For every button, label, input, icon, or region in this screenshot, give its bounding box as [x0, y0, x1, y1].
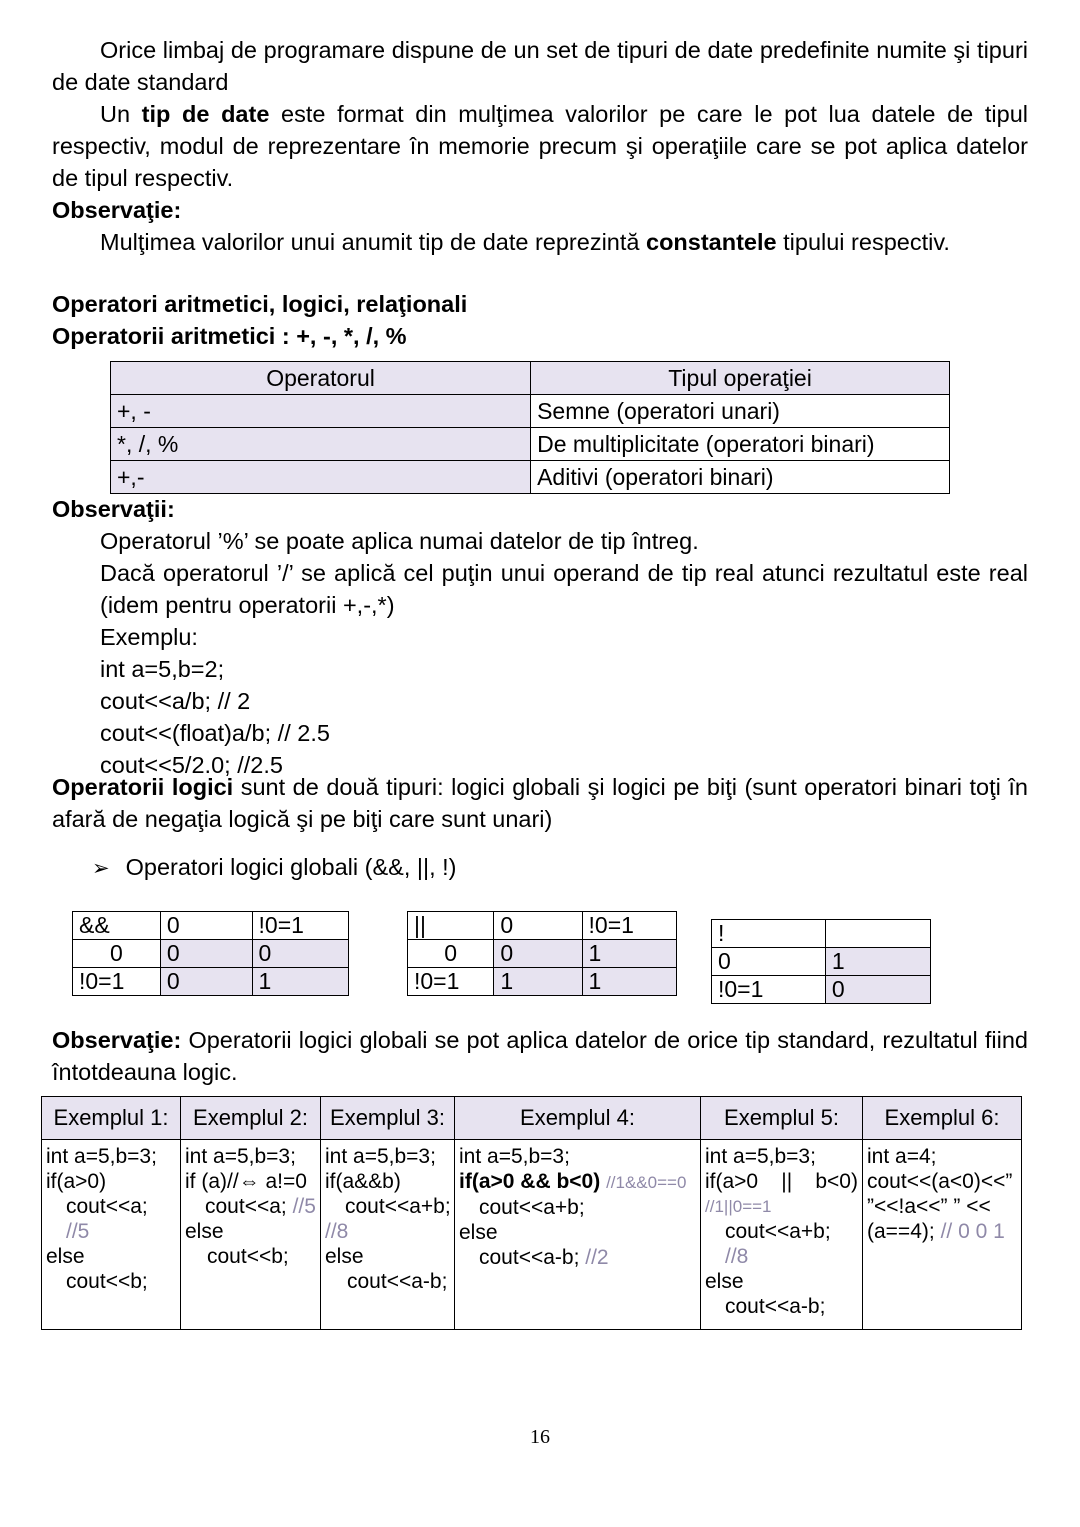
header-cell-exemplul-2: Exemplul 2:	[181, 1097, 321, 1140]
code-comment: // 0 0 1	[940, 1220, 1005, 1243]
bold-term-operatorii-logici: Operatorii logici	[52, 774, 234, 800]
document-body	[52, 34, 1028, 352]
cell-example-1-code	[42, 1140, 181, 1330]
bullet-label: Operatori logici globali (&&, ||, !)	[125, 854, 457, 880]
truth-table-not	[711, 919, 931, 1004]
table-row	[712, 948, 931, 976]
arrow-bullet-icon: ➢	[92, 856, 110, 880]
paragraph-observatie-1	[52, 226, 1028, 258]
header-cell-exemplul-5: Exemplul 5:	[701, 1097, 863, 1140]
cell-example-3-code	[321, 1140, 455, 1330]
text-run: Mulţimea valorilor unui anumit tip de date reprezintă	[100, 229, 646, 255]
row-label: !0=1	[712, 976, 826, 1004]
code-line: else	[705, 1270, 744, 1293]
cell-example-6-code	[863, 1140, 1022, 1330]
code-comment: //5	[66, 1220, 90, 1243]
code-text: cout<<a+b;	[725, 1220, 831, 1243]
observation-line: Dacă operatorul ’/’ se aplică cel puţin unui operand de tip real atunci rezultatul este real (idem pentru operatorii +,-,*)	[100, 560, 1028, 618]
code-comment: //8	[325, 1220, 349, 1243]
text-run: este format din mulţimea valorilor pe care le pot lua datele de tipul respectiv, modul de reprezentare în memorie precum şi operaţiile care se pot aplica datelor de tipul respectiv.	[52, 101, 1028, 191]
code-line: else	[325, 1245, 364, 1268]
code-text: cout<<a;	[205, 1195, 287, 1218]
code-line: int a=5,b=2;	[100, 656, 225, 682]
code-line: ”<<!a<<” ” <<	[867, 1195, 991, 1218]
cell-example-4-code	[455, 1140, 701, 1330]
table-header-row	[111, 362, 950, 395]
observatie-label-2: Observaţie:	[52, 1027, 182, 1053]
code-line: else	[459, 1221, 498, 1244]
header-cell-exemplul-4: Exemplul 4:	[455, 1097, 701, 1140]
cell-example-2-code	[181, 1140, 321, 1330]
code-line: int a=5,b=3;	[325, 1145, 436, 1168]
code-line	[459, 1169, 696, 1195]
header-cell-col-1: !0=1	[252, 912, 348, 940]
code-comment: //8	[725, 1245, 749, 1268]
row-label: 0	[408, 940, 494, 968]
code-line: int a=5,b=3;	[705, 1145, 816, 1168]
code-text: if(a>0 && b<0)	[459, 1170, 601, 1193]
header-cell-col-0	[825, 920, 930, 948]
code-line: if(a&&b)	[325, 1170, 401, 1193]
page-number: 16	[530, 1426, 550, 1448]
code-line: if (a)//⇔ a!=0	[185, 1170, 307, 1193]
code-line: cout<<(float)a/b; // 2.5	[100, 720, 330, 746]
code-line: cout<<5/2.0; //2.5	[100, 752, 283, 778]
code-line	[459, 1245, 696, 1270]
cell-operation-type: De multiplicitate (operatori binari)	[531, 428, 950, 461]
code-text: cout<<a-b;	[479, 1246, 580, 1269]
header-cell-operator: ||	[408, 912, 494, 940]
table-row	[408, 940, 677, 968]
cell-operator: *, /, %	[111, 428, 531, 461]
code-text: cout<<a;	[66, 1195, 148, 1218]
code-line: cout<<b;	[66, 1270, 148, 1293]
arithmetic-operators-table	[110, 361, 950, 494]
table-row	[73, 940, 349, 968]
paragraph-operatorii-logici	[52, 771, 1028, 835]
table-row	[712, 976, 931, 1004]
truth-table-or	[407, 911, 677, 996]
text-run: Un	[100, 101, 142, 127]
table-header-row	[73, 912, 349, 940]
code-line: cout<<a/b; // 2	[100, 688, 251, 714]
cell-operator: +,-	[111, 461, 531, 494]
header-cell-tipul-operatiei: Tipul operaţiei	[531, 362, 950, 395]
bold-heading-text: Operatorii aritmetici	[52, 323, 276, 349]
code-text: (a==4);	[867, 1220, 935, 1243]
code-text: b<0)	[815, 1170, 858, 1193]
observatie-label-1: Observaţie:	[52, 197, 182, 223]
truth-table-and	[72, 911, 349, 996]
value-cell: 0	[160, 940, 252, 968]
value-cell: 0	[160, 968, 252, 996]
heading-operators-list: : +, -, *, /, %	[275, 323, 407, 349]
code-line	[185, 1194, 316, 1219]
cell-example-5-code	[701, 1140, 863, 1330]
table-row	[111, 395, 950, 428]
cell-operation-type: Semne (operatori unari)	[531, 395, 950, 428]
value-cell: 1	[582, 940, 676, 968]
code-line	[867, 1219, 1017, 1244]
observations-block	[52, 493, 1028, 781]
code-line	[705, 1169, 858, 1194]
value-cell: 1	[494, 968, 582, 996]
row-label: 0	[712, 948, 826, 976]
observation-line: Operatorul ’%’ se poate aplica numai datelor de tip întreg.	[100, 528, 699, 554]
header-cell-operator: !	[712, 920, 826, 948]
cell-operation-type: Aditivi (operatori binari)	[531, 461, 950, 494]
text-run: Operatorii logici globali se pot aplica datelor de orice tip standard, rezultatul fiind întotdeauna logic.	[52, 1027, 1028, 1085]
code-comment: //1||0==1	[705, 1197, 772, 1216]
table-header-row	[712, 920, 931, 948]
table-row	[42, 1140, 1022, 1330]
observation-line: Exemplu:	[100, 624, 198, 650]
code-line: else	[185, 1220, 224, 1243]
table-header-row	[42, 1097, 1022, 1140]
spacer	[52, 835, 1028, 851]
code-line: int a=5,b=3;	[459, 1145, 570, 1168]
examples-table	[41, 1096, 1022, 1330]
code-comment: //2	[585, 1246, 609, 1269]
header-cell-exemplul-1: Exemplul 1:	[42, 1097, 181, 1140]
value-cell: 0	[825, 976, 930, 1004]
heading-operatori: Operatori aritmetici, logici, relaţionali	[52, 291, 468, 317]
value-cell: 0	[494, 940, 582, 968]
value-cell: 0	[252, 940, 348, 968]
table-row	[111, 461, 950, 494]
table-header-row	[408, 912, 677, 940]
value-cell: 1	[252, 968, 348, 996]
bullet-item-operatori-logici-globali	[52, 851, 1028, 884]
code-comment: //5	[292, 1195, 316, 1218]
header-cell-col-0: 0	[494, 912, 582, 940]
code-line: cout<<(a<0)<<”	[867, 1170, 1013, 1193]
value-cell: 1	[582, 968, 676, 996]
observatii-label: Observaţii:	[52, 496, 175, 522]
paragraph-observatie-2	[52, 1024, 1028, 1088]
code-line	[46, 1194, 176, 1244]
heading-operatorii-aritmetici	[52, 320, 1028, 352]
header-cell-operator: &&	[73, 912, 161, 940]
spacer	[52, 258, 1028, 288]
code-line	[705, 1219, 858, 1269]
cell-operator: +, -	[111, 395, 531, 428]
logic-intro-block	[52, 771, 1028, 884]
observation2-block	[52, 1024, 1028, 1088]
code-line: cout<<b;	[207, 1245, 289, 1268]
table-row	[111, 428, 950, 461]
value-cell: 1	[825, 948, 930, 976]
text-run: sunt de două tipuri: logici globali şi logici pe biţi (sunt operatori binari toţi în afară de negaţia logică şi pe biţi care sunt unari)	[52, 774, 1028, 832]
code-line: cout<<a-b;	[347, 1270, 448, 1293]
code-operator: ||	[781, 1170, 793, 1193]
header-cell-col-0: 0	[160, 912, 252, 940]
paragraph-intro-2	[52, 98, 1028, 194]
row-label: !0=1	[408, 968, 494, 996]
header-cell-col-1: !0=1	[582, 912, 676, 940]
code-text: if(a>0	[705, 1170, 759, 1193]
code-comment: //1&&0==0	[606, 1173, 687, 1192]
paragraph-intro-1: Orice limbaj de programare dispune de un set de tipuri de date predefinite numite şi tipuri de date standard	[52, 37, 1028, 95]
row-label: 0	[73, 940, 161, 968]
code-line: int a=5,b=3;	[46, 1145, 157, 1168]
header-cell-exemplul-3: Exemplul 3:	[321, 1097, 455, 1140]
code-line: else	[46, 1245, 85, 1268]
code-line: cout<<a-b;	[725, 1295, 826, 1318]
bold-term-tip-de-date: tip de date	[141, 101, 270, 127]
header-cell-operatorul: Operatorul	[111, 362, 531, 395]
table-row	[73, 968, 349, 996]
code-line: cout<<a+b;	[479, 1196, 585, 1219]
code-line: cout<<a+b;	[345, 1195, 451, 1218]
table-row	[408, 968, 677, 996]
code-line: int a=5,b=3;	[185, 1145, 296, 1168]
code-line: if(a>0)	[46, 1170, 107, 1193]
text-run: tipului respectiv.	[776, 229, 950, 255]
header-cell-exemplul-6: Exemplul 6:	[863, 1097, 1022, 1140]
bold-term-constantele: constantele	[646, 229, 777, 255]
row-label: !0=1	[73, 968, 161, 996]
code-line: int a=4;	[867, 1145, 937, 1168]
